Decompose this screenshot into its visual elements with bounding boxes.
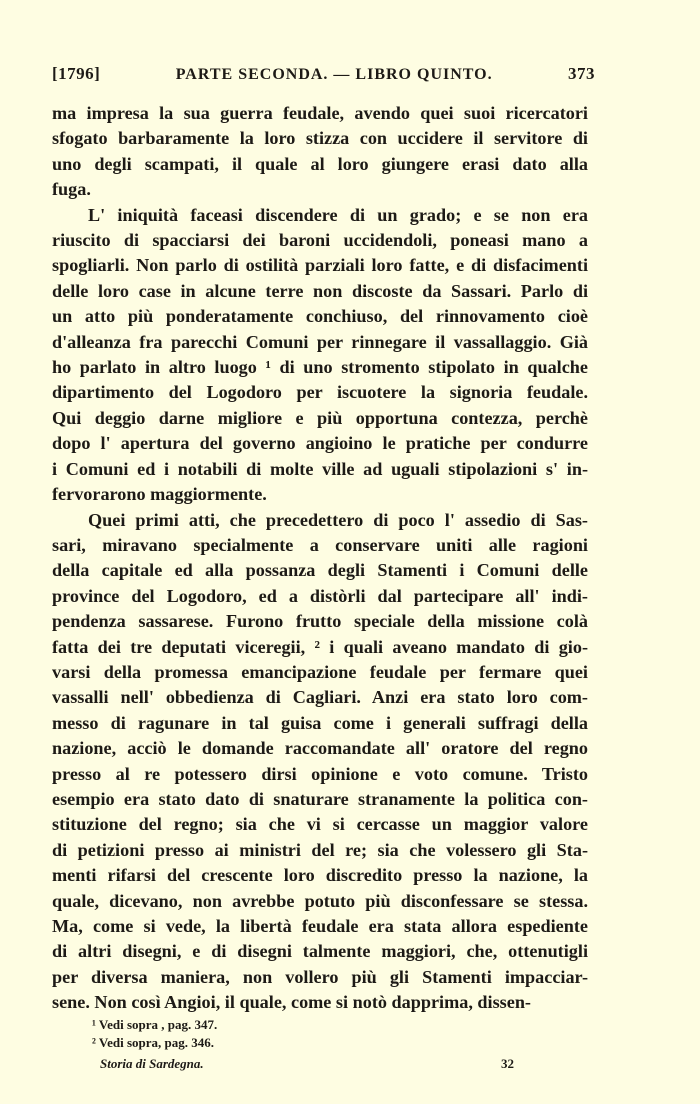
text-line: riuscito di spacciarsi dei baroni uccidendoli, poneasi mano a xyxy=(52,230,588,251)
text-line: ho parlato in altro luogo ¹ di uno stromento stipolato in qualche xyxy=(52,357,588,378)
text-line: varsi della promessa emancipazione feudale per fermare quei xyxy=(52,661,588,682)
text-line: per diversa maniera, non vollero più gli Stamenti impacciar- xyxy=(52,966,588,987)
text-line: Ma, come si vede, la libertà feudale era stata allora espediente xyxy=(52,916,588,936)
text-line: d'alleanza fra parecchi Comuni per rinnegare il vassallaggio. Già xyxy=(52,331,588,352)
gathering-number: 32 xyxy=(501,1056,514,1071)
header-title: PARTE SECONDA. — LIBRO QUINTO. xyxy=(175,66,493,83)
page-footer xyxy=(100,1056,514,1072)
running-header xyxy=(52,64,595,84)
signature-mark: Storia di Sardegna. xyxy=(100,1056,204,1071)
text-line: di altri disegni, e di disegni talmente maggiori, che, ottenutigli xyxy=(52,941,588,962)
page-number: 373 xyxy=(568,64,595,83)
text-line: delle loro case in alcune terre non discoste da Sassari. Parlo di xyxy=(52,280,588,301)
footnote: ¹ Vedi sopra , pag. 347. xyxy=(92,1017,218,1032)
text-line: fatta dei tre deputati viceregii, ² i quali aveano mandato di gio- xyxy=(52,636,588,657)
text-line: messo di ragunare in tal guisa come i generali suffragi della xyxy=(52,712,588,733)
text-line: uno degli scampati, il quale al loro giungere erasi dato alla xyxy=(52,153,588,174)
header-year: [1796] xyxy=(52,64,101,83)
text-line: quale, dicevano, non avrebbe potuto più disconfessare se stessa. xyxy=(52,890,588,911)
text-line: stituzione del regno; sia che vi si cercasse un maggior valore xyxy=(52,814,588,835)
text-line: menti rifarsi del crescente loro discredito presso la nazione, la xyxy=(52,865,588,886)
text-line: fuga. xyxy=(52,179,91,200)
text-line: sari, miravano specialmente a conservare uniti alle ragioni xyxy=(52,534,588,555)
text-line: di petizioni presso ai ministri del re; sia che volessero gli Sta- xyxy=(52,839,588,860)
text-line: vassalli nell' obbedienza di Cagliari. Anzi era stato loro com- xyxy=(52,687,588,708)
text-line: province del Logodoro, ed a distòrli dal partecipare all' indi- xyxy=(52,585,588,606)
text-line: Quei primi atti, che precedettero di poco l' assedio di Sas- xyxy=(88,509,588,530)
text-line: presso al re potessero dirsi opinione e voto comune. Tristo xyxy=(52,763,588,784)
body-text xyxy=(52,101,588,1016)
text-line: dopo l' apertura del governo angioino le pratiche per condurre xyxy=(52,433,588,454)
text-line: sene. Non così Angioi, il quale, come si notò dapprima, dissen- xyxy=(52,992,531,1013)
text-line: esempio era stato dato di snaturare stranamente la politica con- xyxy=(52,788,588,809)
text-line: fervorarono maggiormente. xyxy=(52,484,267,505)
text-line: pendenza sassarese. Furono frutto speciale della missione colà xyxy=(52,611,588,632)
text-line: ma impresa la sua guerra feudale, avendo quei suoi ricercatori xyxy=(52,103,588,123)
text-line: L' iniquità faceasi discendere di un grado; e se non era xyxy=(88,204,588,225)
text-line: Qui deggio darne migliore e più opportuna contezza, perchè xyxy=(52,407,588,428)
text-line: della capitale ed alla possanza degli Stamenti i Comuni delle xyxy=(52,560,588,581)
text-line: spogliarli. Non parlo di ostilità parziali loro fatte, e di disfacimenti xyxy=(52,255,588,276)
text-line: nazione, acciò le domande raccomandate all' oratore del regno xyxy=(52,738,588,759)
footnotes xyxy=(92,1016,217,1052)
text-line: un atto più ponderatamente conchiuso, del rinnovamento cioè xyxy=(52,306,588,327)
text-line: dipartimento del Logodoro per iscuotere la signoria feudale. xyxy=(52,382,588,403)
text-line: sfogato barbaramente la loro stizza con uccidere il servitore di xyxy=(52,128,588,149)
footnote: ² Vedi sopra, pag. 346. xyxy=(92,1035,215,1050)
text-line: i Comuni ed i notabili di molte ville ad uguali stipolazioni s' in- xyxy=(52,458,588,479)
